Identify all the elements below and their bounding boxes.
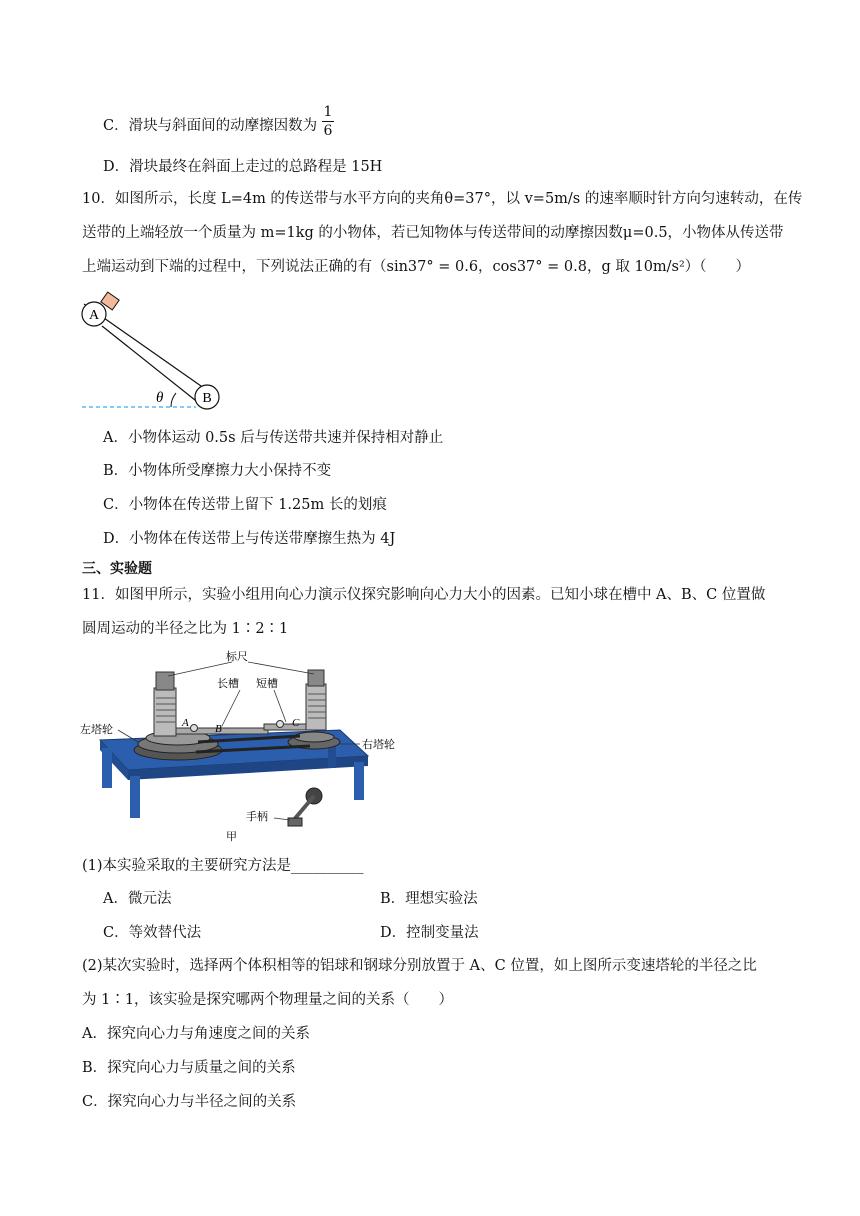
label-a: A [182,717,189,729]
q11-sub1-option-b: B．理想实验法 [380,891,478,907]
q10-conveyor-figure [76,290,236,415]
q9-option-c-fraction [322,104,334,139]
ball-c [277,721,284,728]
q11-sub1: (1)本实验采取的主要研究方法是__________ [82,858,364,874]
angle-theta-label: θ [156,390,164,406]
q10-option-a: A．小物体运动 0.5s 后与传送带共速并保持相对静止 [103,430,444,446]
pulley-b-label: B [202,391,212,406]
q11-sub2-line2: 为 1∶1，该实验是探究哪两个物理量之间的关系（ ） [82,992,454,1008]
crank-grip [288,818,302,826]
right-ruler-cap [308,670,324,686]
left-column [154,688,176,736]
q11-apparatus-figure [78,648,408,844]
q9-option-d: D．滑块最终在斜面上走过的总路程是 15H [103,159,383,175]
q10-option-c: C．小物体在传送带上留下 1.25m 长的划痕 [103,497,387,513]
label-short-slot: 短槽 [256,678,278,690]
label-right-wheel: 右塔轮 [362,739,395,751]
q10-option-d: D．小物体在传送带上与传送带摩擦生热为 4J [103,531,396,547]
q9-option-c-text: C．滑块与斜面间的动摩擦因数为 [103,118,318,134]
q11-sub2-line1: (2)某次实验时，选择两个体积相等的铝球和钢球分别放置于 A、C 位置，如上图所示变速塔轮的半径之比 [82,958,757,974]
q10-stem-line2: 送带的上端轻放一个质量为 m=1kg 的小物体，若已知物体与传送带间的动摩擦因数μ=0.5，小物体从传送带 [82,225,784,241]
q11-stem-line2: 圆周运动的半径之比为 1∶2∶1 [82,621,289,637]
table-leg-2 [130,776,140,818]
leader-short-slot [274,690,286,722]
q10-stem-line3: 上端运动到下端的过程中，下列说法正确的有（sin37° = 0.6，cos37° = 0.8，g 取 10m/s²）（ ） [82,259,751,275]
fraction-numerator: 1 [323,104,333,120]
belt-edge-bottom [102,326,205,408]
label-c: C [292,717,300,729]
angle-arc [171,393,176,407]
fraction-denominator: 6 [323,123,333,139]
q11-sub2-option-b: B．探究向心力与质量之间的关系 [82,1060,296,1076]
leader-ruler-left [168,662,232,676]
right-column [306,684,326,730]
q11-sub1-option-c: C．等效替代法 [103,925,202,941]
table-leg-3 [354,762,364,800]
ball-a [191,725,198,732]
label-b: B [215,723,222,735]
q11-stem-line1: 11．如图甲所示，实验小组用向心力演示仪探究影响向心力大小的因素。已知小球在槽中 A、B、C 位置做 [82,587,766,603]
q10-stem-line1: 10．如图所示，长度 L=4m 的传送带与水平方向的夹角θ=37°，以 v=5m/s 的速率顺时针方向匀速转动，在传 [82,191,803,207]
q10-option-b: B．小物体所受摩擦力大小保持不变 [103,463,332,479]
label-ruler: 标尺 [226,651,248,663]
q11-sub2-option-a: A．探究向心力与角速度之间的关系 [82,1026,310,1042]
fraction-bar [322,121,334,122]
section-heading: 三、实验题 [82,561,152,577]
label-left-wheel: 左塔轮 [80,724,113,736]
figure-caption: 甲 [226,831,237,843]
q11-sub1-option-d: D．控制变量法 [380,925,479,941]
pulley-a-label: A [88,308,100,323]
q11-sub1-option-a: A．微元法 [103,891,172,907]
q9-option-c [103,116,317,136]
q11-sub2-option-c: C．探究向心力与半径之间的关系 [82,1094,297,1110]
left-ruler-cap [156,672,174,690]
table-leg-1 [102,748,112,788]
label-long-slot: 长槽 [217,678,239,690]
leader-ruler-right [248,662,314,674]
leader-long-slot [222,690,240,726]
label-handle: 手柄 [246,811,268,823]
